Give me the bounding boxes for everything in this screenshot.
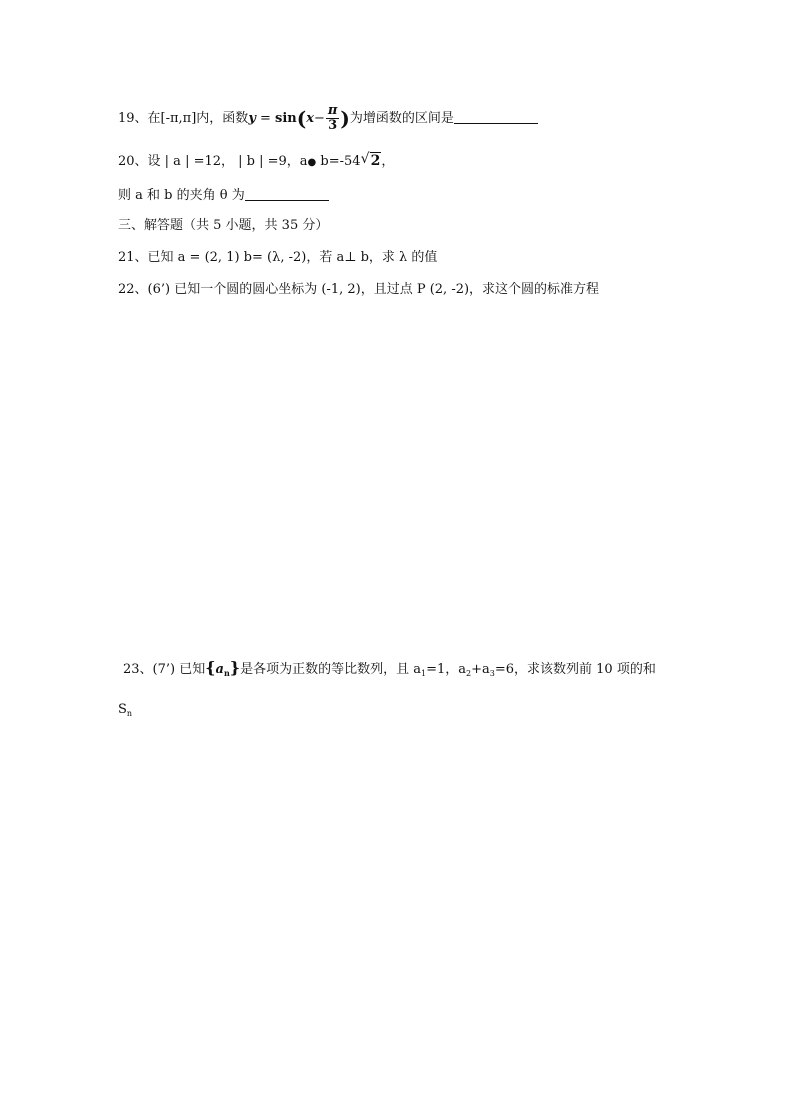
dot-product-icon: ●	[307, 157, 317, 168]
q23-a1-sub: 1	[420, 669, 427, 678]
question-23	[123, 658, 656, 684]
q19-fraction	[326, 104, 340, 133]
q19-func-sin: sin	[275, 111, 297, 126]
q19-func-eq: =	[255, 111, 276, 126]
q23-a2-sub: 2	[466, 669, 472, 678]
q23-prefix: 23、(7’) 已知	[123, 662, 206, 677]
q23-left-brace: {	[205, 658, 216, 677]
sqrt-icon: √	[360, 151, 370, 167]
question-19	[118, 104, 538, 133]
q19-frac-num: π	[327, 103, 338, 118]
q20-sqrt-val: 2	[370, 153, 381, 169]
q23-mid: 是各项为正数的等比数列，且 a	[240, 662, 421, 677]
q23-line2-sub: n	[126, 709, 133, 718]
q20-text2: b=-54	[316, 154, 361, 169]
q20-sqrt	[361, 151, 382, 172]
q19-func-minus: −	[314, 111, 325, 126]
question-23-line2	[118, 700, 132, 724]
question-20-line2	[118, 186, 329, 206]
q19-answer-blank[interactable]	[454, 109, 538, 124]
q20-text3: ，	[381, 154, 395, 169]
q23-seq-sub: n	[223, 668, 230, 678]
section-3-title-text: 三、解答题（共 5 小题，共 35 分）	[118, 218, 329, 233]
question-20	[118, 151, 394, 173]
question-22	[118, 280, 599, 300]
q19-left-paren: (	[296, 106, 307, 131]
q23-right-brace: }	[229, 658, 241, 677]
q23-a3-sub: 3	[489, 669, 495, 678]
q19-func-x: x	[306, 111, 314, 126]
q23-line2-base: S	[118, 702, 127, 717]
section-3-title	[118, 216, 328, 236]
q23-seq-var: a	[215, 662, 224, 677]
q23-plus: +a	[471, 662, 490, 677]
q23-eq1: =1，a	[426, 662, 466, 677]
q20-answer-blank[interactable]	[245, 186, 329, 201]
q23-rest: =6，求该数列前 10 项的和	[494, 662, 656, 677]
q19-frac-den: 3	[328, 118, 338, 133]
q19-prefix: 19、在[-π,π]内，函数	[118, 111, 249, 126]
question-21	[118, 248, 437, 268]
q19-func-lhs: y	[248, 111, 256, 126]
q19-suffix: 为增函数的区间是	[349, 111, 454, 126]
q19-right-paren: )	[340, 106, 350, 131]
q20-line2: 则 a 和 b 的夹角 θ 为	[118, 188, 245, 203]
q22-text: 22、(6’) 已知一个圆的圆心坐标为 (-1, 2)，且过点 P (2, -2)，求这个圆的标准方程	[118, 282, 600, 297]
q21-text: 21、已知 a = (2, 1) b= (λ, -2)，若 a⊥ b，求 λ 的值	[118, 250, 438, 265]
q20-text: 20、设 | a | =12， | b | =9，a	[118, 154, 308, 169]
